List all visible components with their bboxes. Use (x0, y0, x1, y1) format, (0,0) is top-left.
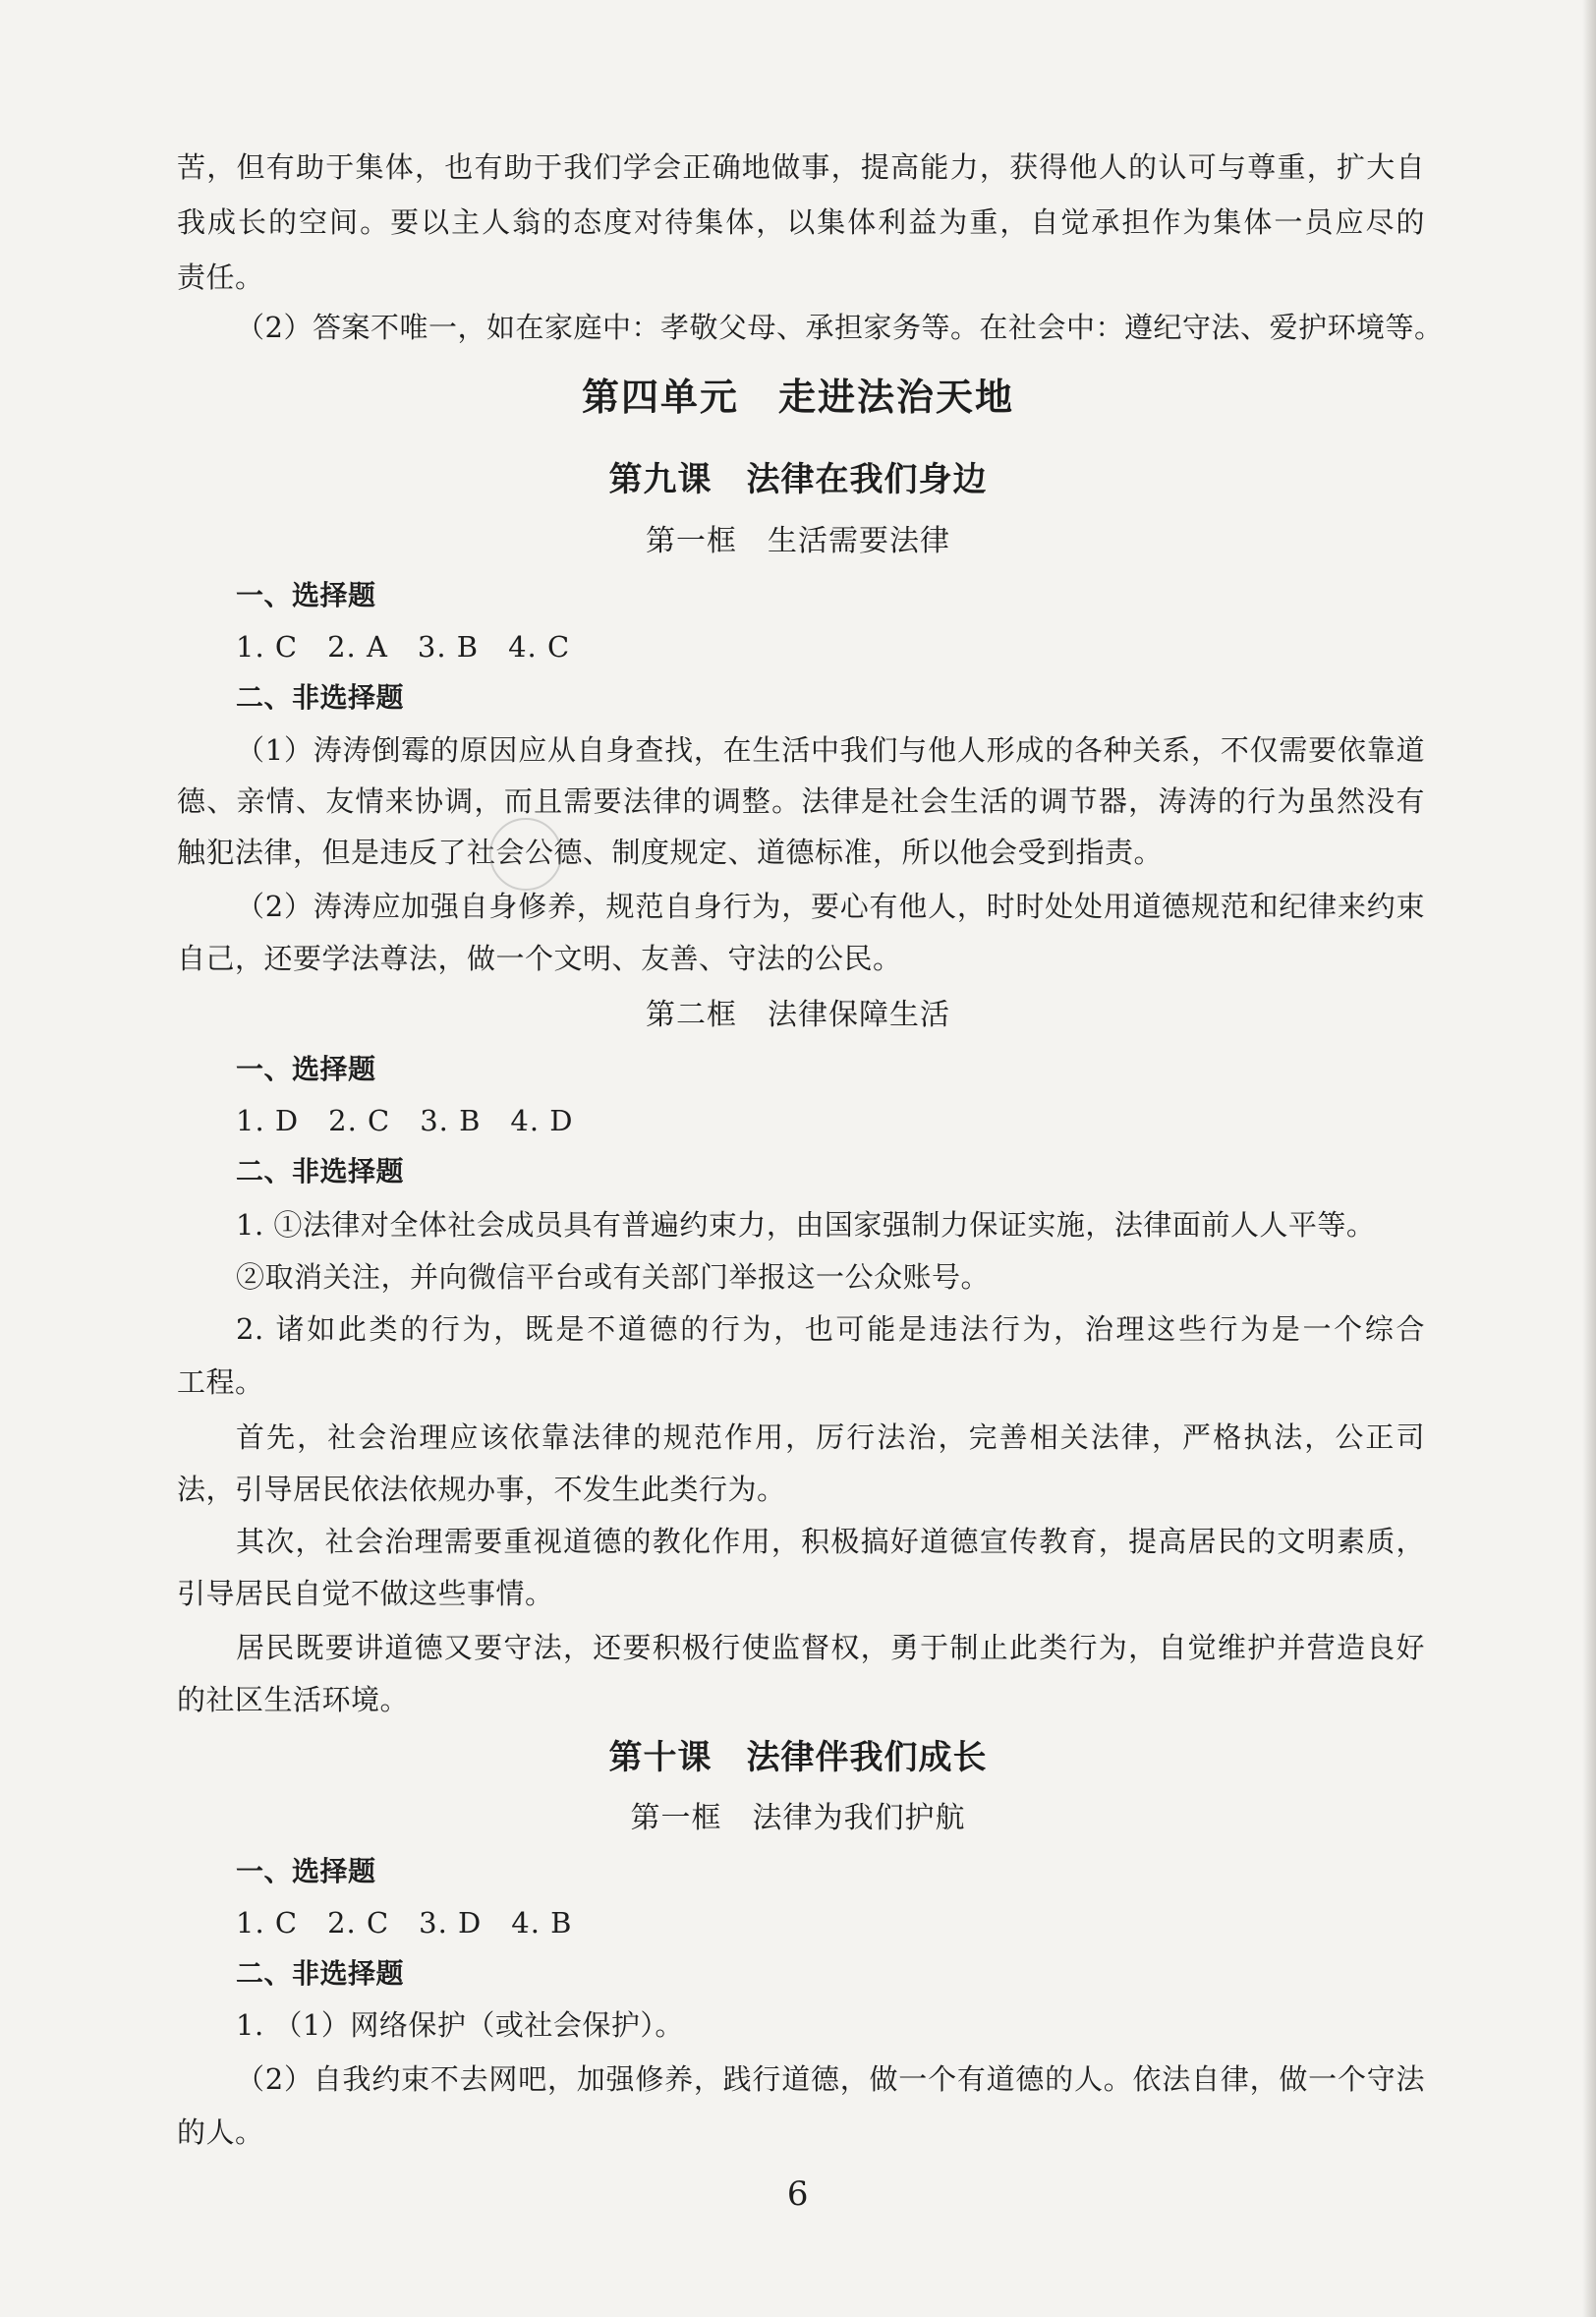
l9f2-q1-line-2: ②取消关注，并向微信平台或有关部门举报这一公众账号。 (236, 1260, 991, 1294)
l9f1-p1-line-2: 德、亲情、友情来协调，而且需要法律的调整。法律是社会生活的调节器，涛涛的行为虽然没有 (177, 784, 1425, 818)
intro-line-3: 责任。 (177, 261, 264, 294)
watermark-mark-2 (314, 2148, 657, 2236)
l9f2-q2-line-1: 2. 诸如此类的行为，既是不道德的行为，也可能是违法行为，治理这些行为是一个综合 (236, 1312, 1425, 1346)
l9f1-p1-line-3: 触犯法律，但是违反了社会公德、制度规定、道德标准，所以他会受到指责。 (177, 836, 1164, 869)
l10f1-q1-line-3: 的人。 (177, 2115, 264, 2149)
intro-line-2: 我成长的空间。要以主人翁的态度对待集体，以集体利益为重，自觉承担作为集体一员应尽的 (177, 205, 1425, 239)
l9f2-p3-line-1: 首先，社会治理应该依靠法律的规范作用，厉行法治，完善相关法律，严格执法，公正司 (236, 1420, 1425, 1454)
l9f1-section-nonchoice: 二、非选择题 (236, 681, 405, 714)
l9f2-p5-line-1: 居民既要讲道德又要守法，还要积极行使监督权，勇于制止此类行为，自觉维护并营造良好 (236, 1631, 1425, 1664)
l10f1-q1-line-1: 1. （1）网络保护（或社会保护）。 (236, 2008, 684, 2042)
l9f2-p5-line-2: 的社区生活环境。 (177, 1683, 410, 1716)
l10f1-section-choice: 一、选择题 (236, 1855, 376, 1887)
l9f1-p1-line-1: （1）涛涛倒霉的原因应从自身查找，在生活中我们与他人形成的各种关系，不仅需要依靠道 (236, 733, 1425, 767)
lesson-9-frame-2-title: 第二框 法律保障生活 (646, 998, 950, 1032)
lesson-10-frame-1-title: 第一框 法律为我们护航 (630, 1801, 966, 1835)
page-edge-shadow (1582, 0, 1596, 2317)
page-number: 6 (786, 2174, 810, 2214)
intro-line-4: （2）答案不唯一，如在家庭中：孝敬父母、承担家务等。在社会中：遵纪守法、爱护环境等。 (236, 311, 1444, 344)
l9f1-section-choice: 一、选择题 (236, 579, 376, 611)
l9f2-choice-answers: 1. D 2. C 3. B 4. D (236, 1104, 574, 1137)
l9f1-p2-line-1: （2）涛涛应加强自身修养，规范自身行为，要心有他人，时时处处用道德规范和纪律来约束 (236, 890, 1425, 923)
l9f2-section-choice: 一、选择题 (236, 1053, 376, 1085)
l10f1-q1-line-2: （2）自我约束不去网吧，加强修养，践行道德，做一个有道德的人。依法自律，做一个守法 (236, 2062, 1425, 2096)
l9f1-choice-answers: 1. C 2. A 3. B 4. C (236, 630, 571, 664)
watermark-mark-1 (330, 1683, 612, 1762)
l9f1-p2-line-2: 自己，还要学法尊法，做一个文明、友善、守法的公民。 (177, 942, 902, 975)
l10f1-section-nonchoice: 二、非选择题 (236, 1957, 405, 1990)
l9f2-q2-line-2: 工程。 (177, 1365, 264, 1399)
l9f2-q1-line-1: 1. ①法律对全体社会成员具有普遍约束力，由国家强制力保证实施，法律面前人人平等。 (236, 1208, 1376, 1242)
l9f2-p4-line-1: 其次，社会治理需要重视道德的教化作用，积极搞好道德宣传教育，提高居民的文明素质， (236, 1525, 1425, 1558)
unit-title: 第四单元 走进法治天地 (581, 376, 1014, 419)
intro-line-1: 苦，但有助于集体，也有助于我们学会正确地做事，提高能力，获得他人的认可与尊重，扩大自 (177, 150, 1425, 184)
lesson-9-frame-1-title: 第一框 生活需要法律 (646, 524, 950, 558)
lesson-10-title: 第十课 法律伴我们成长 (608, 1738, 988, 1777)
watermark-seal (489, 818, 562, 891)
l9f2-section-nonchoice: 二、非选择题 (236, 1155, 405, 1187)
l9f2-p3-line-2: 法，引导居民依法依规办事，不发生此类行为。 (177, 1473, 786, 1506)
lesson-9-title: 第九课 法律在我们身边 (608, 460, 988, 499)
l9f2-p4-line-2: 引导居民自觉不做这些事情。 (177, 1577, 554, 1610)
l10f1-choice-answers: 1. C 2. C 3. D 4. B (236, 1906, 573, 1940)
